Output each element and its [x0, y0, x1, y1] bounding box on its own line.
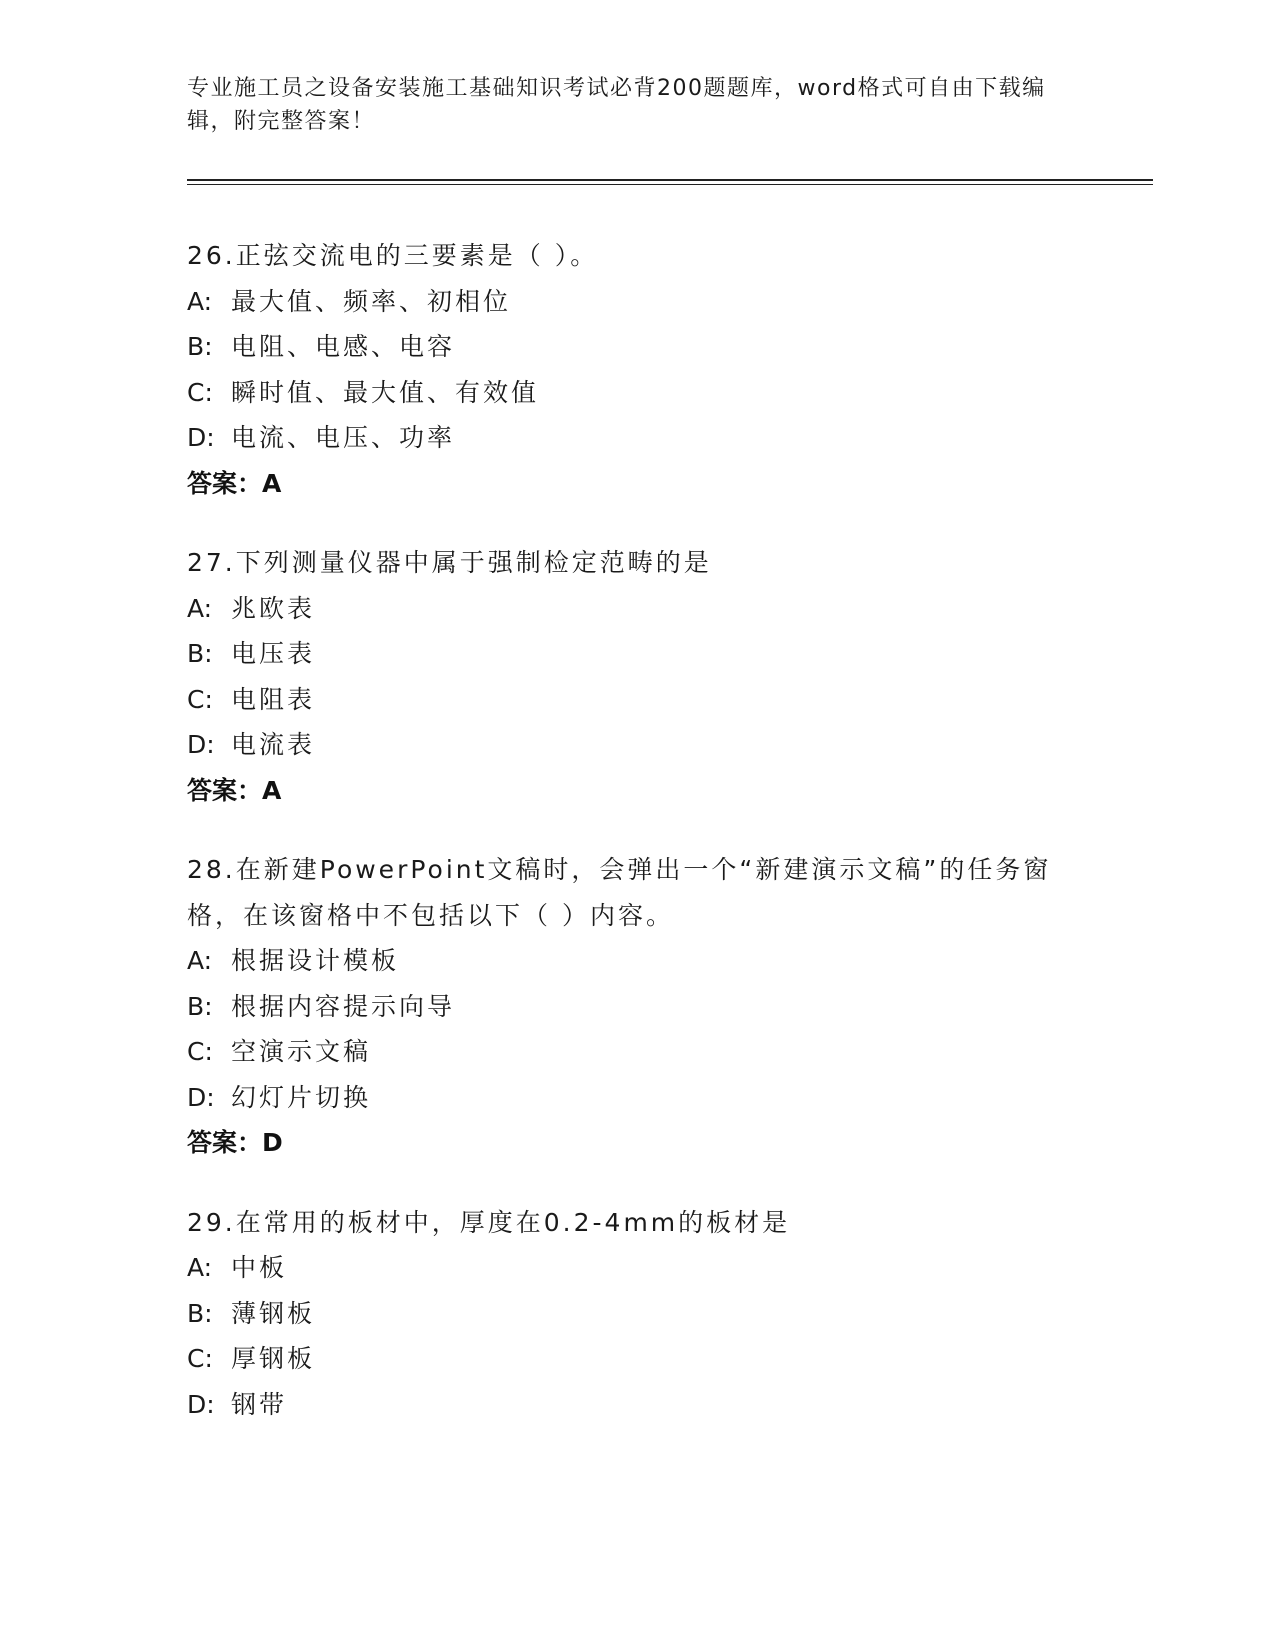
option-letter: C:: [187, 1037, 213, 1066]
option-letter: B:: [187, 1298, 213, 1328]
option-c: [187, 1336, 1087, 1382]
option-letter: C:: [187, 377, 213, 407]
question-26: [187, 233, 1087, 506]
option-text: 电流、电压、功率: [231, 423, 456, 452]
option-a: [187, 279, 1087, 325]
option-c: [187, 1029, 1087, 1075]
option-letter: A:: [187, 946, 213, 975]
option-letter: A:: [187, 286, 213, 316]
option-letter: C:: [187, 684, 213, 714]
option-text: 空演示文稿: [231, 1037, 372, 1066]
option-text: 兆欧表: [231, 593, 316, 623]
header-divider: [187, 179, 1153, 181]
option-a: [187, 586, 1087, 632]
option-d: [187, 1382, 1087, 1428]
option-text: 中板: [231, 1253, 288, 1282]
option-text: 根据内容提示向导: [231, 991, 456, 1021]
option-letter: D:: [187, 730, 215, 759]
answer-line: 答案：D: [187, 1128, 283, 1157]
option-c: [187, 677, 1087, 723]
option-letter: B:: [187, 639, 213, 668]
option-text: 电压表: [231, 639, 316, 668]
answer-line: 答案：A: [187, 775, 282, 805]
option-text: 薄钢板: [231, 1298, 316, 1328]
question-27: [187, 540, 1087, 813]
option-d: [187, 1075, 1087, 1121]
header-divider-secondary: [187, 184, 1153, 185]
option-text: 电阻表: [231, 684, 316, 714]
question-stem: 27.下列测量仪器中属于强制检定范畴的是: [187, 548, 712, 577]
option-letter: A:: [187, 593, 213, 623]
answer-line: 答案：A: [187, 468, 282, 498]
option-text: 钢带: [231, 1389, 288, 1419]
option-c: [187, 370, 1087, 416]
option-letter: C:: [187, 1344, 213, 1373]
question-28: [187, 847, 1087, 1166]
option-b: [187, 324, 1087, 370]
question-stem: 26.正弦交流电的三要素是（ ）。: [187, 241, 599, 270]
option-b: [187, 631, 1087, 677]
option-text: 最大值、频率、初相位: [231, 286, 512, 316]
option-a: [187, 1245, 1087, 1291]
option-b: [187, 1291, 1087, 1337]
option-d: [187, 415, 1087, 461]
question-29: [187, 1200, 1087, 1428]
option-a: [187, 938, 1087, 984]
option-text: 幻灯片切换: [231, 1082, 372, 1112]
question-list: [187, 233, 1087, 1461]
option-letter: A:: [187, 1253, 213, 1282]
option-text: 瞬时值、最大值、有效值: [231, 377, 540, 407]
option-text: 根据设计模板: [231, 946, 400, 975]
question-stem: 28.在新建PowerPoint文稿时，会弹出一个“新建演示文稿”的任务窗格，在该窗格中不包括以下（ ）内容。: [187, 855, 1052, 930]
option-letter: B:: [187, 991, 213, 1021]
document-header: 专业施工员之设备安装施工基础知识考试必背200题题库，word格式可自由下载编辑，附完整答案！: [187, 76, 1046, 134]
option-d: [187, 722, 1087, 768]
option-letter: D:: [187, 423, 215, 452]
option-letter: D:: [187, 1082, 215, 1112]
option-text: 电流表: [231, 730, 316, 759]
option-text: 厚钢板: [231, 1344, 316, 1373]
question-stem: 29.在常用的板材中，厚度在0.2-4mm的板材是: [187, 1207, 791, 1237]
option-letter: D:: [187, 1389, 215, 1419]
option-text: 电阻、电感、电容: [231, 332, 456, 361]
option-b: [187, 984, 1087, 1030]
option-letter: B:: [187, 332, 213, 361]
